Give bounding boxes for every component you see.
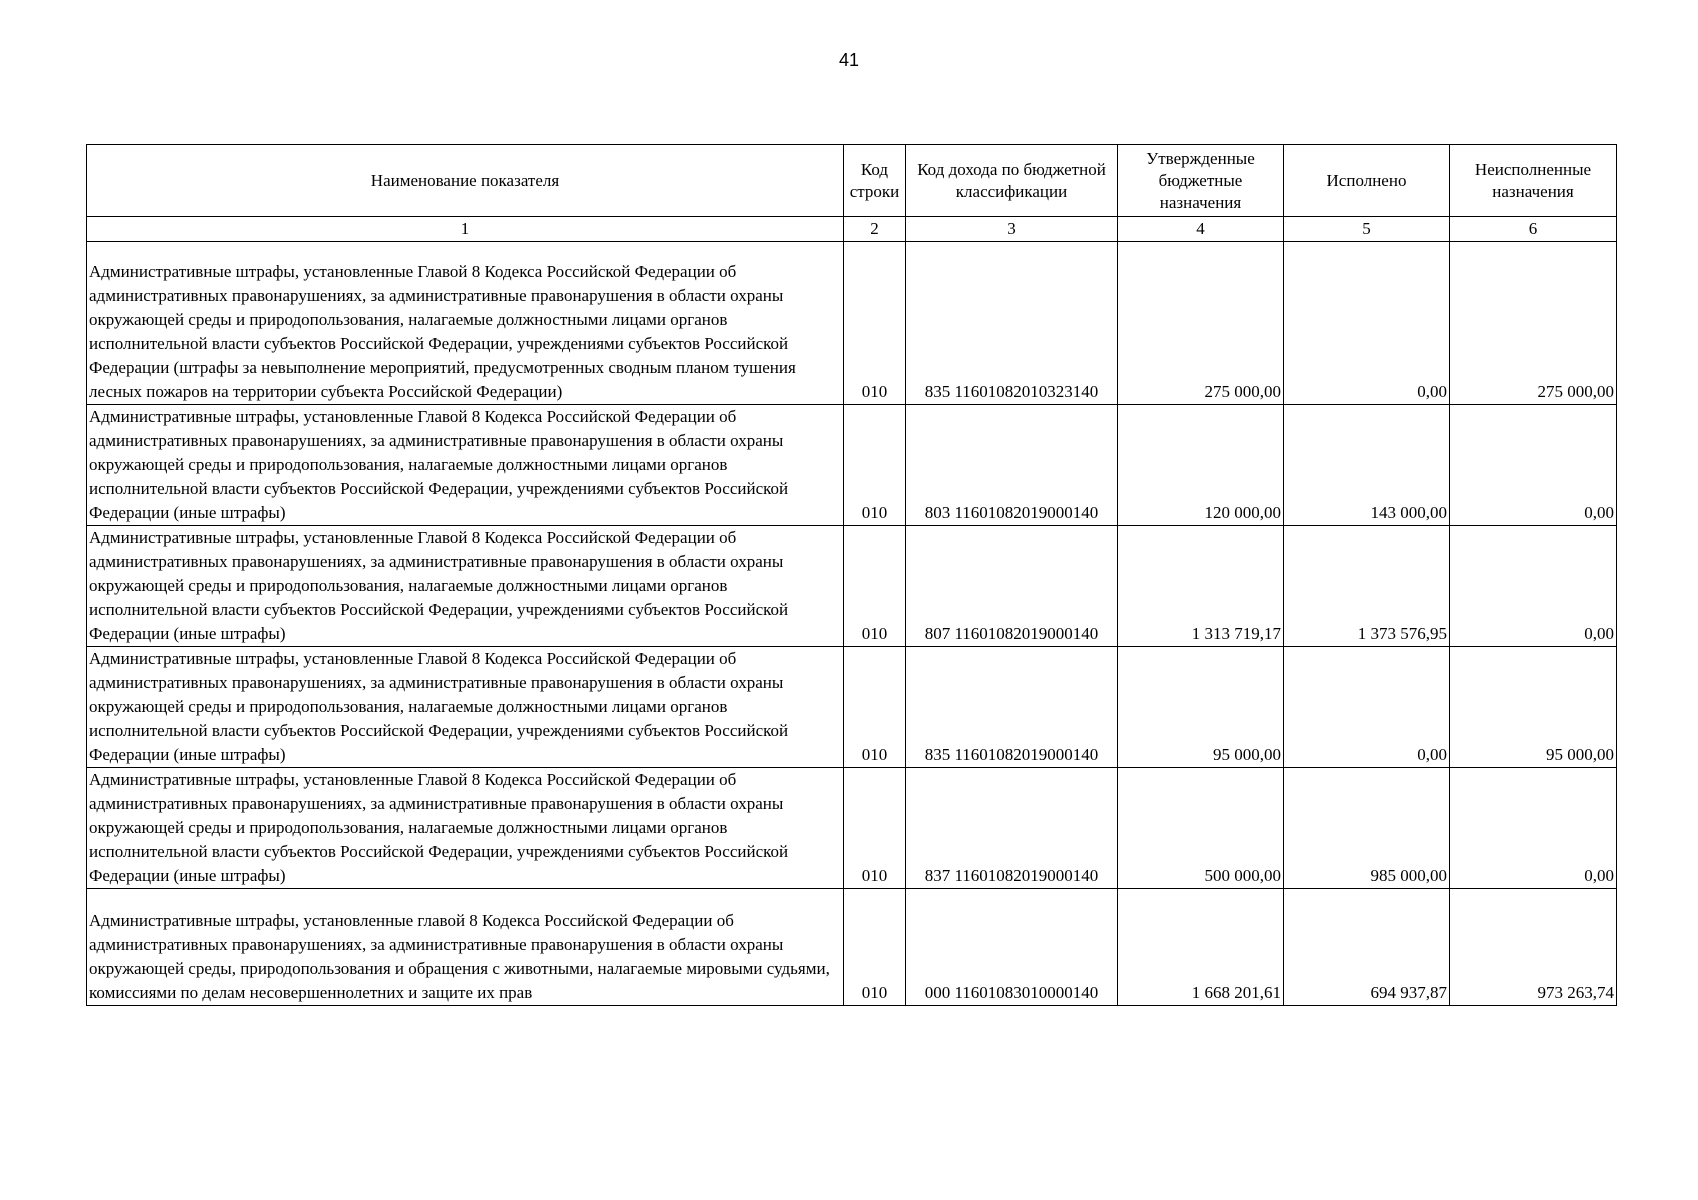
indicator-name: Административные штрафы, установленные Главой 8 Кодекса Российской Федерации об административных правонарушениях, за административные правонарушения в области охраны окружающей среды и природопользования, налагаемые должностными лицами органов исполнительной власти субъектов Российской Федерации, учреждениями субъектов Российской Федерации (иные штрафы) <box>87 526 844 647</box>
unexecuted-amount: 0,00 <box>1450 405 1617 526</box>
column-number-row <box>87 217 1617 242</box>
unexecuted-amount: 0,00 <box>1450 768 1617 889</box>
income-code: 837 11601082019000140 <box>906 768 1118 889</box>
indicator-name: Административные штрафы, установленные Главой 8 Кодекса Российской Федерации об административных правонарушениях, за административные правонарушения в области охраны окружающей среды и природопользования, налагаемые должностными лицами органов исполнительной власти субъектов Российской Федерации, учреждениями субъектов Российской Федерации (иные штрафы) <box>87 405 844 526</box>
line-code: 010 <box>844 526 906 647</box>
table-row <box>87 242 1617 405</box>
header-line-code: Код строки <box>844 145 906 217</box>
column-number: 3 <box>906 217 1118 242</box>
column-number: 4 <box>1118 217 1284 242</box>
line-code: 010 <box>844 768 906 889</box>
header-approved: Утвержденные бюджетные назначения <box>1118 145 1284 217</box>
line-code: 010 <box>844 405 906 526</box>
line-code: 010 <box>844 242 906 405</box>
header-unexecuted: Неисполненные назначения <box>1450 145 1617 217</box>
income-code: 807 11601082019000140 <box>906 526 1118 647</box>
line-code: 010 <box>844 647 906 768</box>
approved-amount: 500 000,00 <box>1118 768 1284 889</box>
approved-amount: 120 000,00 <box>1118 405 1284 526</box>
column-number: 1 <box>87 217 844 242</box>
executed-amount: 694 937,87 <box>1284 889 1450 1006</box>
executed-amount: 0,00 <box>1284 242 1450 405</box>
header-executed: Исполнено <box>1284 145 1450 217</box>
executed-amount: 143 000,00 <box>1284 405 1450 526</box>
line-code: 010 <box>844 889 906 1006</box>
budget-execution-table <box>86 144 1617 1006</box>
indicator-name: Административные штрафы, установленные Главой 8 Кодекса Российской Федерации об административных правонарушениях, за административные правонарушения в области охраны окружающей среды и природопользования, налагаемые должностными лицами органов исполнительной власти субъектов Российской Федерации, учреждениями субъектов Российской Федерации (штрафы за невыполнение мероприятий, предусмотренных сводным планом тушения лесных пожаров на территории субъекта Российской Федерации) <box>87 242 844 405</box>
unexecuted-amount: 0,00 <box>1450 526 1617 647</box>
income-code: 835 11601082010323140 <box>906 242 1118 405</box>
approved-amount: 1 668 201,61 <box>1118 889 1284 1006</box>
table-row <box>87 405 1617 526</box>
column-number: 2 <box>844 217 906 242</box>
unexecuted-amount: 95 000,00 <box>1450 647 1617 768</box>
unexecuted-amount: 973 263,74 <box>1450 889 1617 1006</box>
table-header-row <box>87 145 1617 217</box>
executed-amount: 985 000,00 <box>1284 768 1450 889</box>
income-code: 803 11601082019000140 <box>906 405 1118 526</box>
table-row <box>87 889 1617 1006</box>
page-number: 41 <box>838 50 860 70</box>
executed-amount: 1 373 576,95 <box>1284 526 1450 647</box>
indicator-name: Административные штрафы, установленные Главой 8 Кодекса Российской Федерации об административных правонарушениях, за административные правонарушения в области охраны окружающей среды и природопользования, налагаемые должностными лицами органов исполнительной власти субъектов Российской Федерации, учреждениями субъектов Российской Федерации (иные штрафы) <box>87 768 844 889</box>
approved-amount: 95 000,00 <box>1118 647 1284 768</box>
unexecuted-amount: 275 000,00 <box>1450 242 1617 405</box>
executed-amount: 0,00 <box>1284 647 1450 768</box>
income-code: 000 11601083010000140 <box>906 889 1118 1006</box>
income-code: 835 11601082019000140 <box>906 647 1118 768</box>
approved-amount: 275 000,00 <box>1118 242 1284 405</box>
column-number: 5 <box>1284 217 1450 242</box>
header-indicator-name: Наименование показателя <box>87 145 844 217</box>
table-row <box>87 526 1617 647</box>
header-income-code: Код дохода по бюджетной классификации <box>906 145 1118 217</box>
approved-amount: 1 313 719,17 <box>1118 526 1284 647</box>
column-number: 6 <box>1450 217 1617 242</box>
table-row <box>87 647 1617 768</box>
table-row <box>87 768 1617 889</box>
indicator-name: Административные штрафы, установленные главой 8 Кодекса Российской Федерации об административных правонарушениях, за административные правонарушения в области охраны окружающей среды, природопользования и обращения с животными, налагаемые мировыми судьями, комиссиями по делам несовершеннолетних и защите их прав <box>87 889 844 1006</box>
indicator-name: Административные штрафы, установленные Главой 8 Кодекса Российской Федерации об административных правонарушениях, за административные правонарушения в области охраны окружающей среды и природопользования, налагаемые должностными лицами органов исполнительной власти субъектов Российской Федерации, учреждениями субъектов Российской Федерации (иные штрафы) <box>87 647 844 768</box>
